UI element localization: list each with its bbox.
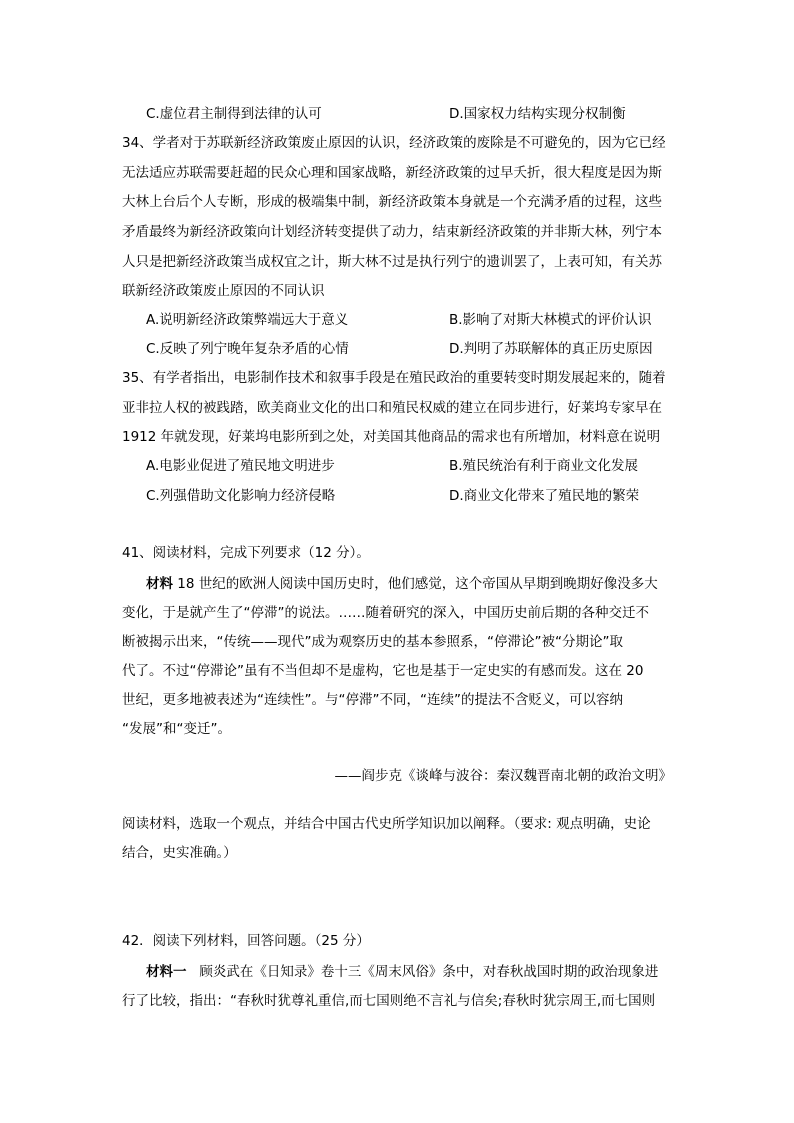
q35-stem-line: 35、有学者指出，电影制作技术和叙事手段是在殖民政治的重要转变时期发展起来的，随着 [122, 370, 666, 386]
q41-material-line: “发展”和“变迁”。 [122, 721, 231, 737]
q34-stem-line: 34、学者对于苏联新经济政策废止原因的认识，经济政策的废除是不可避免的，因为它已经 [122, 135, 666, 151]
q35-stem-line: 亚非拉人权的被践踏，欧美商业文化的出口和殖民权威的建立在同步进行，好莱坞专家早在 [122, 400, 662, 416]
q42-heading: 42．阅读下列材料，回答问题。（25 分） [122, 933, 370, 949]
q33-option-d: D.国家权力结构实现分权制衡 [449, 106, 626, 122]
q41-source: ——阎步克《谈峰与波谷：秦汉魏晋南北朝的政治文明》 [334, 768, 672, 784]
q41-material-line: 变化，于是就产生了“停滞”的说法。……随着研究的深入，中国历史前后期的各种交迁不 [122, 605, 649, 621]
q42-material-line: 行了比较，指出：“春秋时犹尊礼重信,而七国则绝不言礼与信矣;春秋时犹宗周王,而七国则 [122, 993, 656, 1009]
q34-option-c: C.反映了列宁晚年复杂矛盾的心情 [146, 341, 349, 357]
q41-material-label: 材料 [146, 576, 173, 592]
q41-heading: 41、阅读材料，完成下列要求（12 分）。 [122, 545, 370, 561]
q34-stem-line: 联新经济政策废止原因的不同认识 [122, 283, 325, 299]
q41-requirement-line: 阅读材料，选取一个观点，并结合中国古代史所学知识加以阐释。（要求: 观点明确，史论 [122, 816, 651, 832]
q35-option-c: C.列强借助文化影响力经济侵略 [146, 488, 336, 504]
q34-option-d: D.判明了苏联解体的真正历史原因 [449, 341, 653, 357]
q42-material-text: 顾炎武在《日知录》卷十三《周末风俗》条中，对春秋战国时期的政治现象进 [199, 964, 659, 980]
q35-option-a: A.电影业促进了殖民地文明进步 [146, 458, 335, 474]
q34-stem-line: 人只是把新经济政策当成权宜之计，斯大林不过是执行列宁的遗训罢了，上表可知，有关苏 [122, 254, 662, 270]
q35-option-d: D.商业文化带来了殖民地的繁荣 [449, 488, 640, 504]
q41-material-text: 18 世纪的欧洲人阅读中国历史时，他们感觉，这个帝国从早期到晚期好像没多大 [177, 576, 658, 592]
q41-material-line: 断被揭示出来，“传统——现代”成为观察历史的基本参照系，“停滞论”被“分期论”取 [122, 634, 623, 650]
q41-requirement-line: 结合，史实准确。） [122, 845, 237, 861]
q34-option-a: A.说明新经济政策弊端远大于意义 [146, 312, 349, 328]
q41-material-line [146, 574, 658, 594]
q34-option-b: B.影响了对斯大林模式的评价认识 [449, 312, 652, 328]
q41-material-line: 世纪，更多地被表述为“连续性”。与“停滞”不同，“连续”的提法不含贬义，可以容纳 [122, 692, 623, 708]
q33-option-c: C.虚位君主制得到法律的认可 [146, 106, 322, 122]
q34-stem-line: 矛盾最终为新经济政策向计划经济转变提供了动力，结束新经济政策的并非斯大林，列宁本 [122, 224, 662, 240]
q42-material-label: 材料一 [146, 964, 187, 980]
q42-material-line [146, 962, 658, 982]
q35-stem-line: 1912 年就发现，好莱坞电影所到之处，对美国其他商品的需求也有所增加，材料意在说明 [122, 429, 661, 445]
q41-material-line: 代了。不过“停滞论”虽有不当但却不是虚构，它也是基于一定史实的有感而发。这在 20 [122, 663, 644, 679]
q34-stem-line: 无法适应苏联需要赶超的民众心理和国家战略，新经济政策的过早夭折，很大程度是因为斯 [122, 165, 662, 181]
q34-stem-line: 大林上台后个人专断，形成的极端集中制，新经济政策本身就是一个充满矛盾的过程，这些 [122, 194, 662, 210]
q35-option-b: B.殖民统治有利于商业文化发展 [449, 458, 639, 474]
